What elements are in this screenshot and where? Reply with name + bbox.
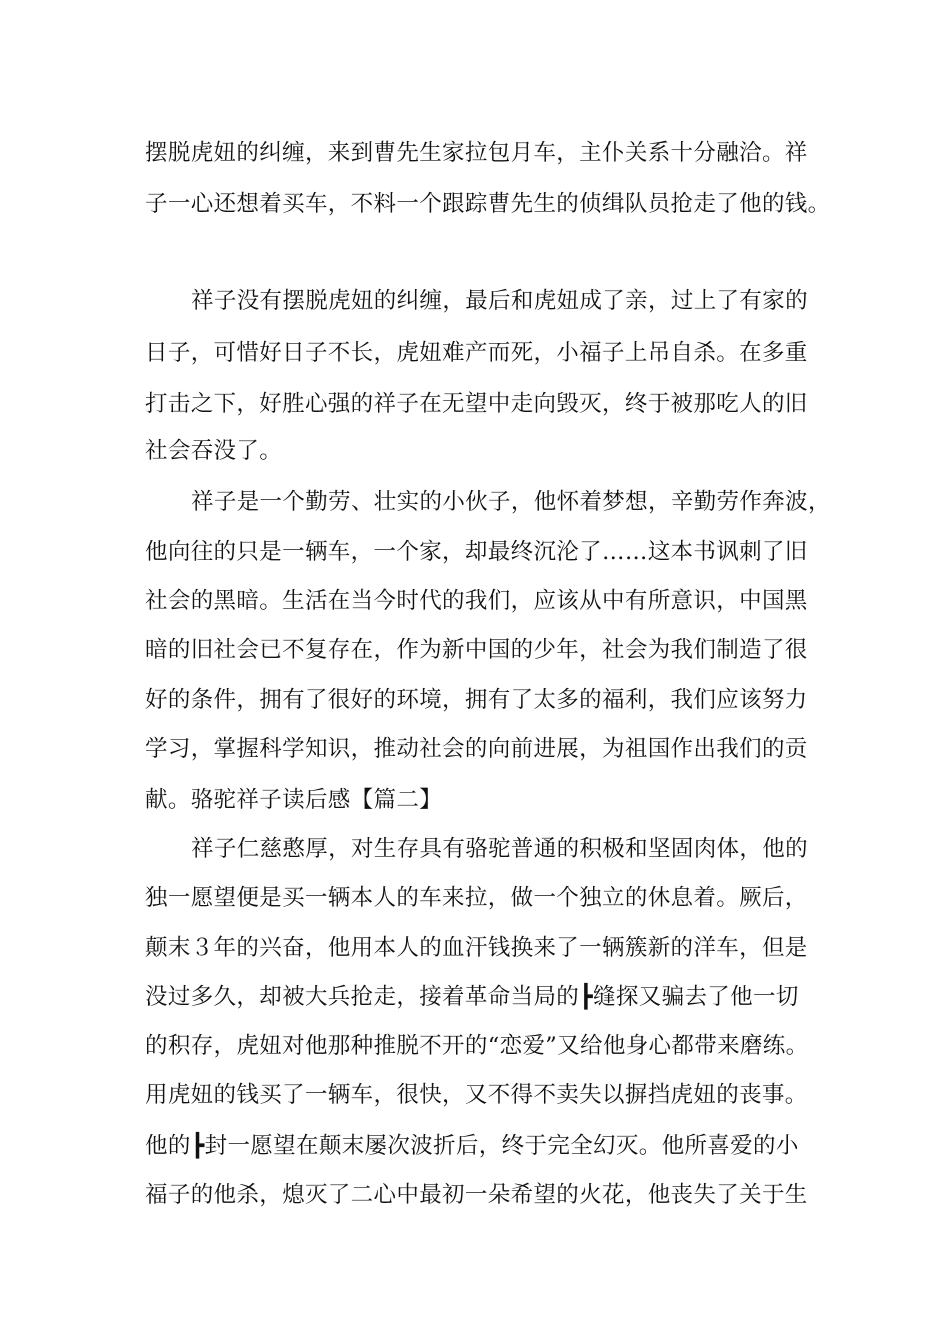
paragraph-4-line-6: 用虎妞的钱买了一辆车，很快，又不得不卖失以摒挡虎妞的丧事。 [145,1082,808,1108]
paragraph-3-line-6: 学习，掌握科学知识，推动社会的向前进展，为祖国作出我们的贡 [145,736,808,762]
paragraph-1-line-1: 摆脱虎妞的纠缠，来到曹先生家拉包月车，主仆关系十分融洽。祥 [145,140,808,166]
paragraph-1-line-2: 子一心还想着买车，不料一个跟踪曹先生的侦缉队员抢走了他的钱。 [145,191,831,217]
paragraph-4-line-5: 的积存，虎妞对他那种推脱不开的“恋爱”又给他身心都带来磨练。 [145,1033,809,1059]
paragraph-4-line-2: 独一愿望便是买一辆本人的车来拉，做一个独立的休息着。厥后， [145,885,808,911]
paragraph-4-line-7: 他的┣封一愿望在颠末屡次波折后，终于完全幻灭。他所喜爱的小 [145,1133,799,1159]
paragraph-2-line-4: 社会吞没了。 [145,438,283,464]
paragraph-3-line-5: 好的条件，拥有了很好的环境，拥有了太多的福利，我们应该努力 [145,687,808,713]
paragraph-3-line-2: 他向往的只是一辆车，一个家，却最终沉沦了……这本书讽刺了旧 [145,539,808,565]
paragraph-3-line-4: 暗的旧社会已不复存在，作为新中国的少年，社会为我们制造了很 [145,637,808,663]
paragraph-4-line-1: 祥子仁慈憨厚，对生存具有骆驼普通的积极和坚固肉体，他的 [191,836,808,862]
paragraph-4-line-3: 颠末３年的兴奋，他用本人的血汗钱换来了一辆簇新的洋车，但是 [145,935,808,961]
paragraph-2-line-3: 打击之下，好胜心强的祥子在无望中走向毁灭，终于被那吃人的旧 [145,391,808,417]
paragraph-2-line-1: 祥子没有摆脱虎妞的纠缠，最后和虎妞成了亲，过上了有家的 [191,288,808,314]
paragraph-2-line-2: 日子，可惜好日子不长，虎妞难产而死，小福子上吊自杀。在多重 [145,340,808,366]
paragraph-3-line-3: 社会的黑暗。生活在当今时代的我们，应该从中有所意识，中国黑 [145,588,808,614]
paragraph-3-line-7: 献。骆驼祥子读后感【篇二】 [145,787,443,813]
paragraph-4-line-4: 没过多久，却被大兵抢走，接着革命当局的┣缝探又骗去了他一切 [145,984,799,1010]
paragraph-4-line-8: 福子的他杀，熄灭了二心中最初一朵希望的火花，他丧失了关于生 [145,1182,808,1208]
paragraph-3-line-1: 祥子是一个勤劳、壮实的小伙子，他怀着梦想，辛勤劳作奔波， [191,489,831,515]
